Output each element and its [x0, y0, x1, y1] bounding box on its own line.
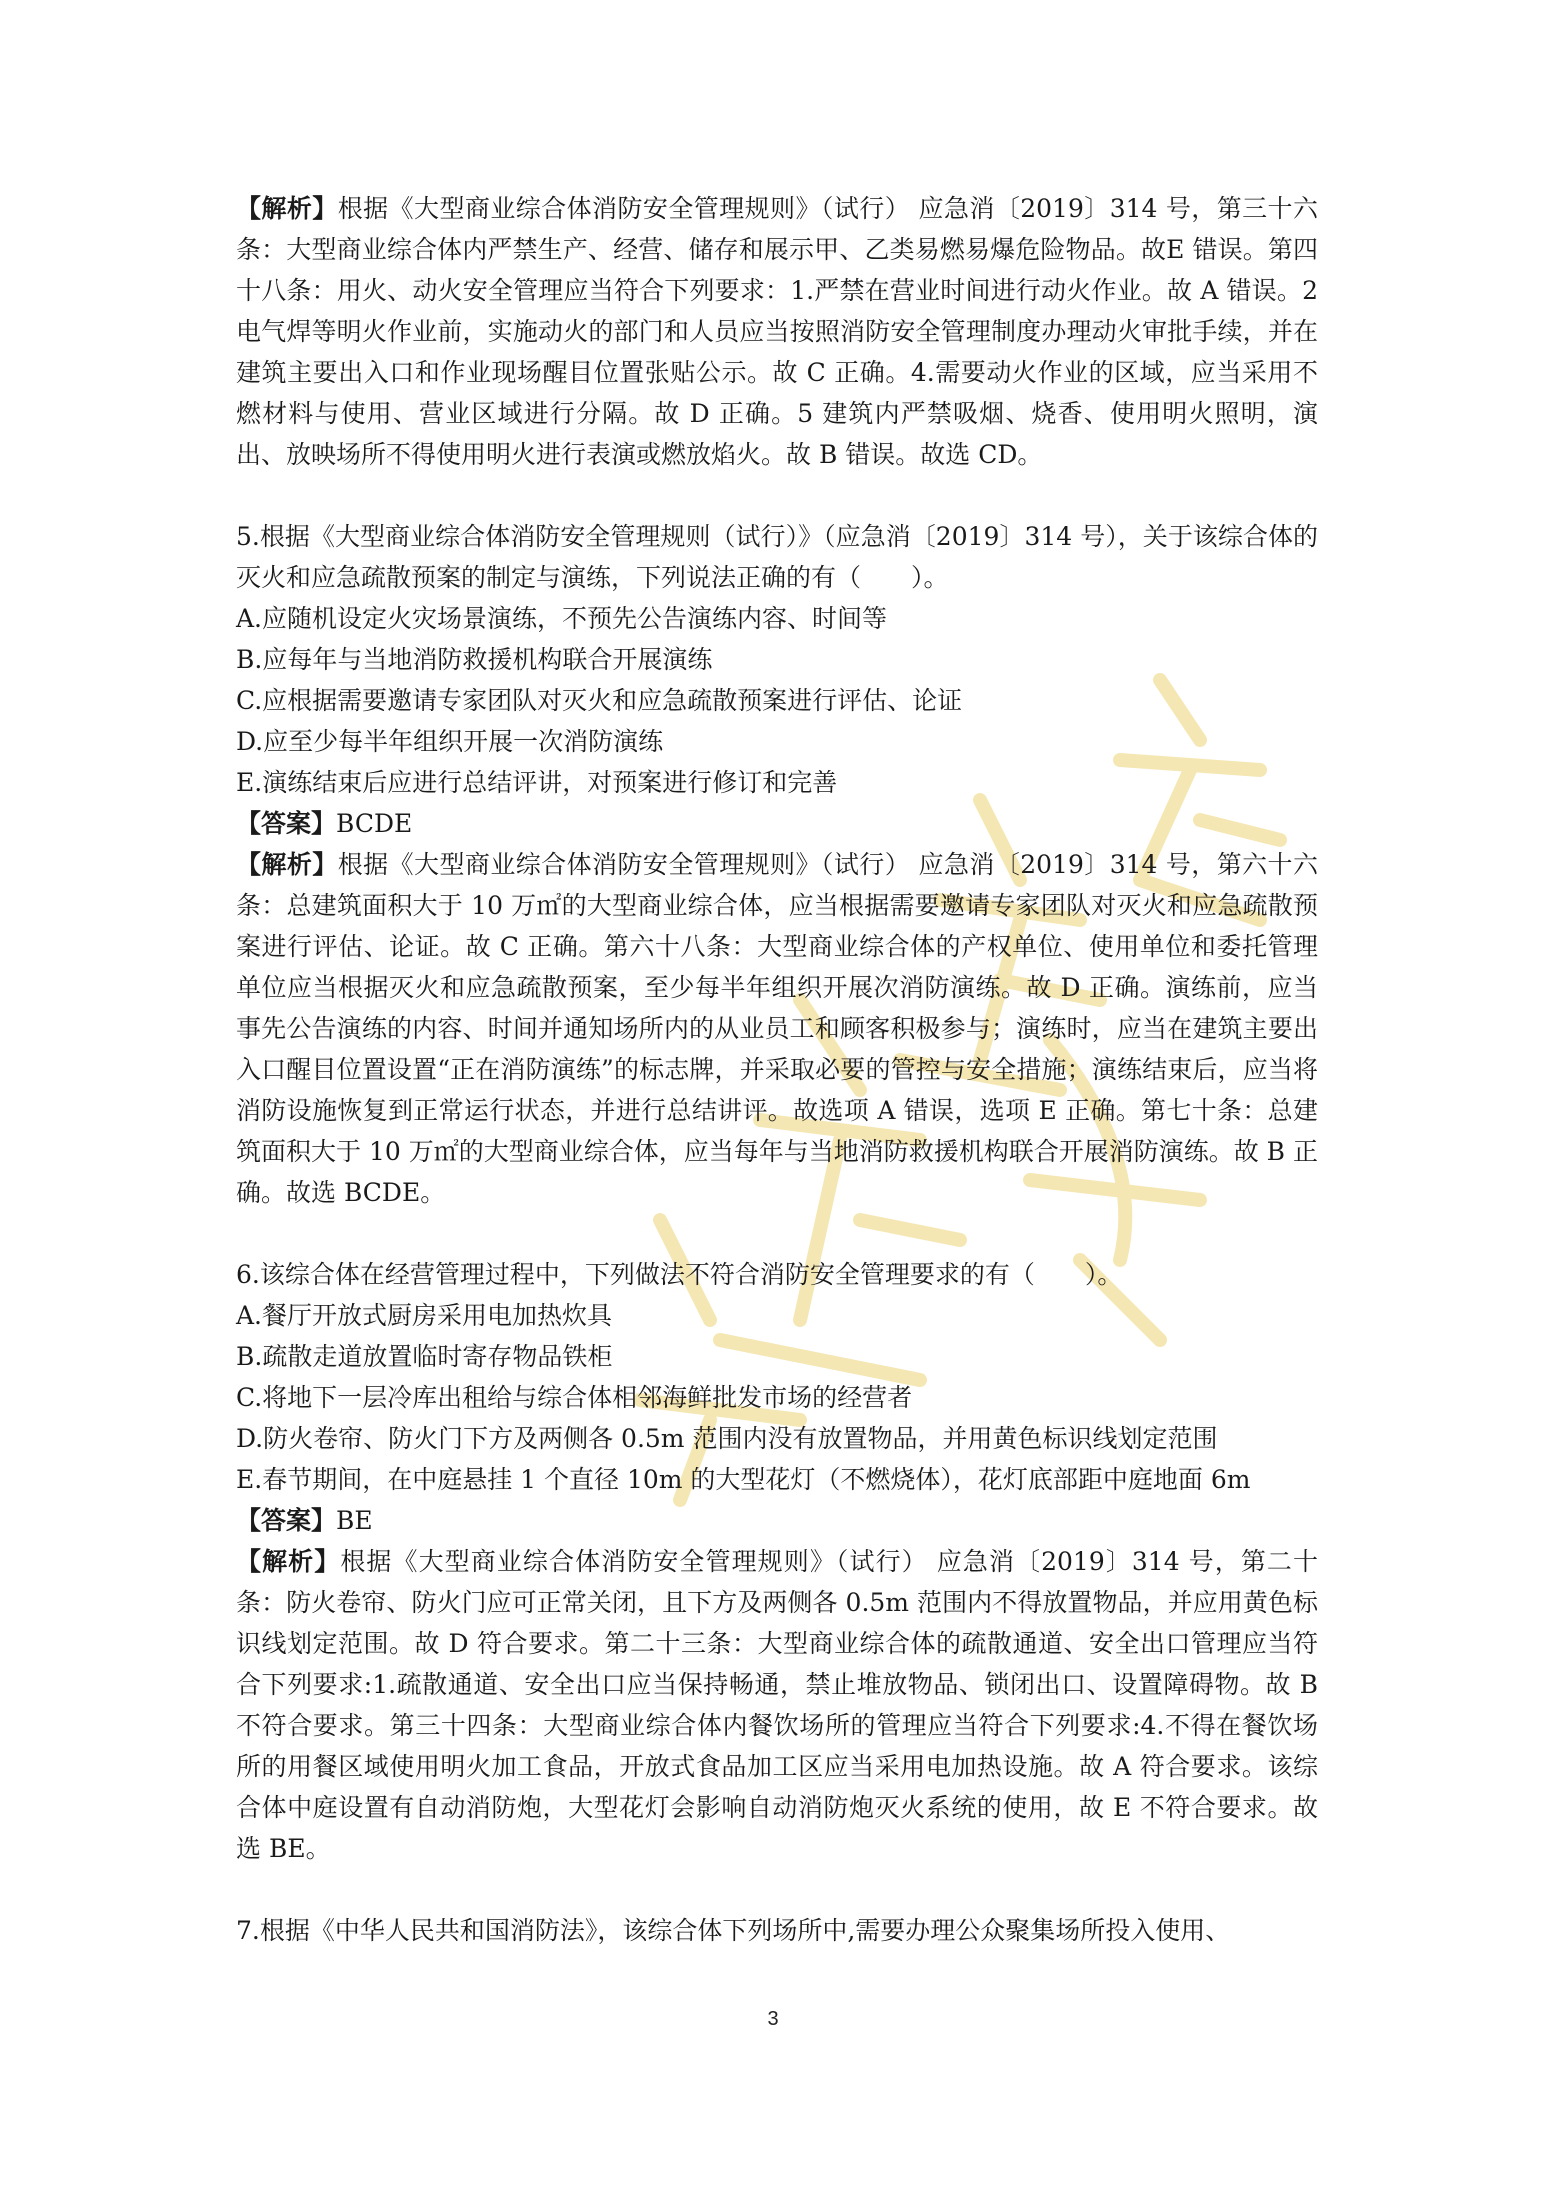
q5-option-e: E.演练结束后应进行总结评讲，对预案进行修订和完善 — [236, 768, 838, 797]
q5-analysis-label: 【解析】 — [236, 850, 338, 879]
q4-analysis-text: 根据《大型商业综合体消防安全管理规则》（试行） 应急消〔2019〕314 号，第三十六条：大型商业综合体内严禁生产、经营、储存和展示甲、乙类易燃易爆危险物品。故E 错误。第四十八条：用火、动火安全管理应当符合下列要求：1.严禁在营业时间进行动火作业。故 A 错误。2 电气焊等明火作业前，实施动火的部门和人员应当按照消防安全管理制度办理动火审批手续，并在建筑主要出入口和作业现场醒目位置张贴公示。故 C 正确。4.需要动火作业的区域，应当采用不燃材料与使用、营业区域进行分隔。故 D 正确。5 建筑内严禁吸烟、烧香、使用明火照明，演出、放映场所不得使用明火进行表演或燃放焰火。故 B 错误。故选 CD。 — [236, 194, 1318, 469]
q5-option-b: B.应每年与当地消防救援机构联合开展演练 — [236, 645, 713, 674]
q5-option-c: C.应根据需要邀请专家团队对灭火和应急疏散预案进行评估、论证 — [236, 686, 963, 715]
q5-analysis-text: 根据《大型商业综合体消防安全管理规则》（试行） 应急消〔2019〕314 号，第六十六条：总建筑面积大于 10 万㎡的大型商业综合体，应当根据需要邀请专家团队对灭火和应急疏散预案进行评估、论证。故 C 正确。第六十八条：大型商业综合体的产权单位、使用单位和委托管理单位应当根据灭火和应急疏散预案，至少每半年组织开展次消防演练。故 D 正确。演练前，应当事先公告演练的内容、时间并通知场所内的从业员工和顾客积极参与；演练时，应当在建筑主要出入口醒目位置设置“正在消防演练”的标志牌，并采取必要的管控与安全措施；演练结束后，应当将消防设施恢复到正常运行状态，并进行总结讲评。故选项 A 错误，选项 E 正确。第七十条：总建筑面积大于 10 万㎡的大型商业综合体，应当每年与当地消防救援机构联合开展消防演练。故 B 正确。故选 BCDE。 — [236, 850, 1318, 1207]
q6-option-d: D.防火卷帘、防火门下方及两侧各 0.5m 范围内没有放置物品，并用黄色标识线划定范围 — [236, 1424, 1218, 1453]
q6-option-e: E.春节期间，在中庭悬挂 1 个直径 10m 的大型花灯（不燃烧体），花灯底部距中庭地面 6m — [236, 1465, 1251, 1494]
q6-answer — [236, 1500, 1318, 1541]
q6-option-a: A.餐厅开放式厨房采用电加热炊具 — [236, 1301, 613, 1330]
q5-option-d: D.应至少每半年组织开展一次消防演练 — [236, 727, 664, 756]
q6-analysis-text: 根据《大型商业综合体消防安全管理规则》（试行） 应急消〔2019〕314 号，第二十条：防火卷帘、防火门应可正常关闭，且下方及两侧各 0.5m 范围内不得放置物品，并应用黄色标识线划定范围。故 D 符合要求。第二十三条：大型商业综合体的疏散通道、安全出口管理应当符合下列要求:1.疏散通道、安全出口应当保持畅通，禁止堆放物品、锁闭出口、设置障碍物。故 B 不符合要求。第三十四条：大型商业综合体内餐饮场所的管理应当符合下列要求:4.不得在餐饮场所的用餐区域使用明火加工食品，开放式食品加工区应当采用电加热设施。故 A 符合要求。该综合体中庭设置有自动消防炮，大型花灯会影响自动消防炮灭火系统的使用，故 E 不符合要求。故选 BE。 — [236, 1547, 1318, 1863]
q5-answer-value: BCDE — [336, 809, 413, 838]
q7-question: 7.根据《中华人民共和国消防法》，该综合体下列场所中,需要办理公众聚集场所投入使用、 — [236, 1916, 1231, 1945]
q6-analysis — [236, 1541, 1318, 1869]
q6-option-b: B.疏散走道放置临时寄存物品铁柜 — [236, 1342, 613, 1371]
q6-answer-value: BE — [336, 1506, 373, 1535]
q6-answer-label: 【答案】 — [236, 1506, 337, 1535]
q5-option-a: A.应随机设定火灾场景演练，不预先公告演练内容、时间等 — [236, 604, 888, 633]
q4-analysis — [236, 188, 1318, 475]
q5-analysis — [236, 844, 1318, 1213]
page-number: 3 — [767, 2008, 779, 2030]
q5-answer-label: 【答案】 — [236, 809, 337, 838]
q4-analysis-label: 【解析】 — [236, 194, 338, 223]
q6-analysis-label: 【解析】 — [236, 1547, 341, 1576]
q6-question: 6.该综合体在经营管理过程中，下列做法不符合消防安全管理要求的有（ ）。 — [236, 1260, 1123, 1289]
q6-option-c: C.将地下一层冷库出租给与综合体相邻海鲜批发市场的经营者 — [236, 1383, 913, 1412]
q5-answer — [236, 803, 1318, 844]
q5-question: 5.根据《大型商业综合体消防安全管理规则（试行）》（应急消〔2019〕314 号），关于该综合体的灭火和应急疏散预案的制定与演练，下列说法正确的有（ ）。 — [236, 522, 1318, 592]
page-body — [236, 188, 1318, 1951]
